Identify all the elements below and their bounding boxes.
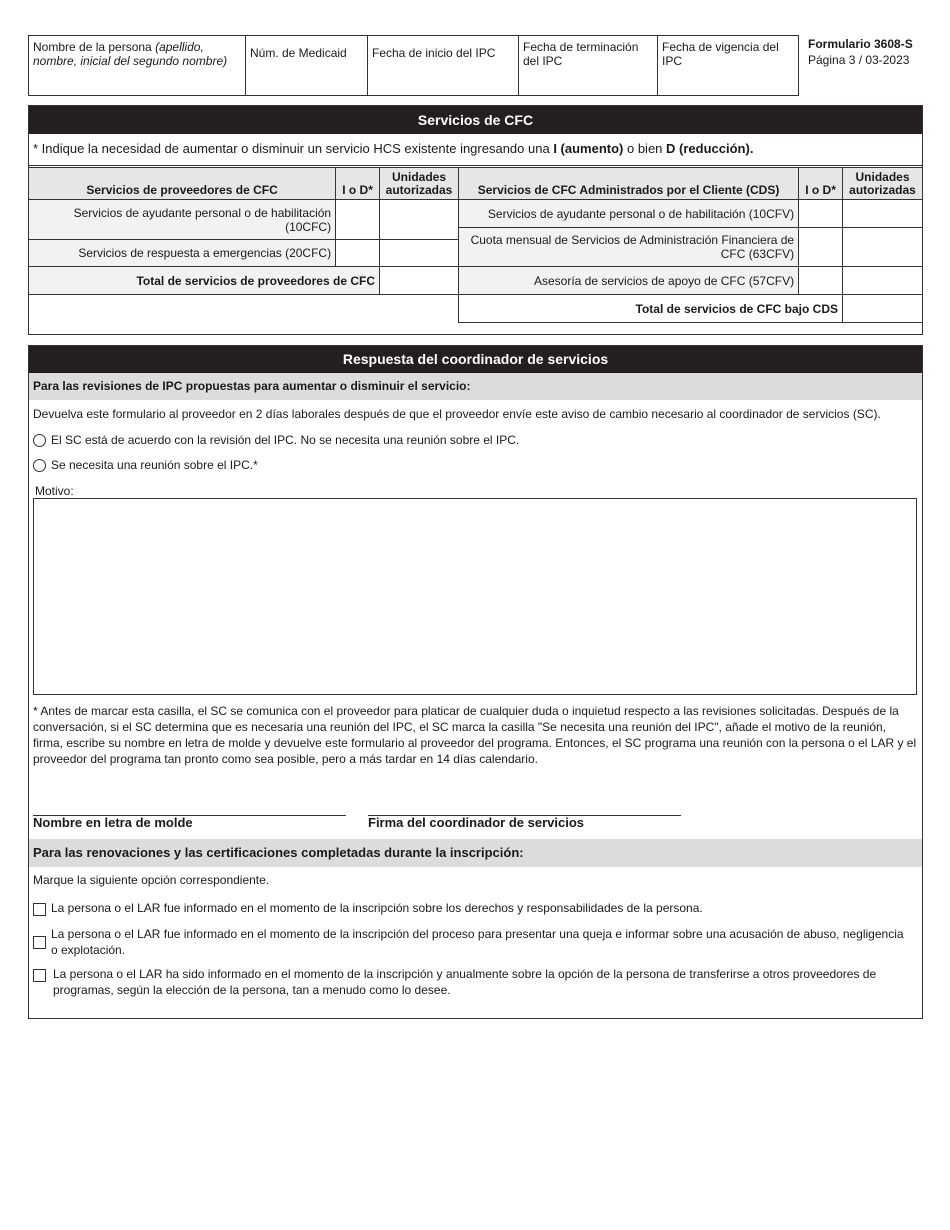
rights-checkbox-label: La persona o el LAR fue informado en el momento de la inscripción sobre los derechos y responsabilidades de la persona. xyxy=(51,901,703,915)
provider-row-label: Servicios de ayudante personal o de habilitación (10CFC) xyxy=(29,200,336,240)
cds-row-iod-input[interactable] xyxy=(799,267,843,295)
complaint-checkbox-label: La persona o el LAR fue informado en el momento de la inscripción del proceso para presentar una queja e informar sobre una acusación de abuso, negligencia o explotación. xyxy=(51,927,904,957)
signature-label: Firma del coordinador de servicios xyxy=(368,815,585,830)
cds-row-iod-input[interactable] xyxy=(799,200,843,228)
cfc-section-title: Servicios de CFC xyxy=(29,106,922,134)
transfer-checkbox-label: La persona o el LAR ha sido informado en el momento de la inscripción y anualmente sobre la opción de la persona de transferirse a otros proveedores de programas, según la elección de la persona, tan a menudo como lo desee. xyxy=(53,967,877,997)
provider-row-label: Servicios de respuesta a emergencias (20CFC) xyxy=(29,240,336,267)
cds-row-label: Cuota mensual de Servicios de Administración Financiera de CFC (63CFV) xyxy=(459,228,799,267)
person-name-field[interactable] xyxy=(29,36,246,95)
cds-col-units: Unidades autorizadas xyxy=(843,168,923,200)
note-increase: I (aumento) xyxy=(553,141,624,156)
rights-checkbox[interactable] xyxy=(33,903,46,916)
meeting-footnote: * Antes de marcar esta casilla, el SC se comunica con el proveedor para platicar de cualquier duda o inquietud respecto a las revisiones solicitadas. Después de la conversación, si el SC determina que es necesaria una reunión del IPC, el SC marca la casilla "Se necesita una reunión del IPC", añade el motivo de la reunión, firma, escribe su nombre en letra de molde y devuelve este formulario al proveedor del programa. Entonces, el SC programa una reunión con la persona o el LAR y el proveedor del programa tan pronto como sea posible, pero a más tardar en 14 días calendario. xyxy=(33,704,917,766)
provider-row-iod-input[interactable] xyxy=(336,200,380,240)
provider-col-iod: I o D* xyxy=(336,168,380,200)
cds-services-table xyxy=(458,167,923,323)
cds-row-units-input[interactable] xyxy=(843,228,923,267)
ipc-end-field[interactable] xyxy=(519,36,658,95)
provider-row-units-input[interactable] xyxy=(380,240,459,267)
revisions-heading: Para las revisiones de IPC propuestas para aumentar o disminuir el servicio: xyxy=(29,373,922,400)
ipc-end-label: Fecha de terminación del IPC xyxy=(523,40,639,68)
note-prefix: * Indique la necesidad de aumentar o disminuir un servicio HCS existente ingresando una xyxy=(33,141,554,156)
table-row xyxy=(459,200,923,228)
cfc-instruction-note xyxy=(29,134,922,166)
header-fields xyxy=(28,35,799,96)
transfer-checkbox[interactable] xyxy=(33,969,46,982)
ipc-effective-field[interactable] xyxy=(658,36,798,95)
medicaid-field[interactable] xyxy=(246,36,368,95)
note-mid: o bien xyxy=(623,141,667,156)
agree-radio[interactable] xyxy=(33,434,46,447)
provider-col-service: Servicios de proveedores de CFC xyxy=(29,168,336,200)
cds-row-units-input[interactable] xyxy=(843,200,923,228)
provider-row-units-input[interactable] xyxy=(380,200,459,240)
cds-total-input[interactable] xyxy=(843,295,923,323)
ipc-start-field[interactable] xyxy=(368,36,519,95)
reason-textarea[interactable] xyxy=(33,498,917,695)
reason-label: Motivo: xyxy=(35,484,74,498)
provider-total-label: Total de servicios de proveedores de CFC xyxy=(29,267,380,295)
mark-instruction: Marque la siguiente opción correspondiente. xyxy=(33,873,270,887)
return-instruction: Devuelva este formulario al proveedor en 2 días laborales después de que el proveedor envíe este aviso de cambio necesario al coordinador de servicios (SC). xyxy=(33,407,881,421)
cds-col-service: Servicios de CFC Administrados por el Cliente (CDS) xyxy=(459,168,799,200)
person-name-hint: (apellido, nombre, inicial del segundo nombre) xyxy=(33,40,228,68)
cds-row-label: Servicios de ayudante personal o de habilitación (10CFV) xyxy=(459,200,799,228)
provider-row-iod-input[interactable] xyxy=(336,240,380,267)
cds-total-label: Total de servicios de CFC bajo CDS xyxy=(459,295,843,323)
cds-col-iod: I o D* xyxy=(799,168,843,200)
ipc-effective-label: Fecha de vigencia del IPC xyxy=(662,40,779,68)
table-row xyxy=(459,267,923,295)
meeting-needed-radio[interactable] xyxy=(33,459,46,472)
table-row xyxy=(29,240,459,267)
cds-row-iod-input[interactable] xyxy=(799,228,843,267)
person-name-label: Nombre de la persona xyxy=(33,40,152,54)
note-decrease: D (reducción). xyxy=(666,141,754,156)
ipc-start-label: Fecha de inicio del IPC xyxy=(372,46,496,60)
cds-row-units-input[interactable] xyxy=(843,267,923,295)
page-info: Página 3 / 03-2023 xyxy=(808,53,910,67)
renewals-heading: Para las renovaciones y las certificaciones completadas durante la inscripción: xyxy=(29,839,922,867)
agree-option-label: El SC está de acuerdo con la revisión del IPC. No se necesita una reunión sobre el IPC. xyxy=(51,433,520,447)
provider-services-table xyxy=(28,167,459,295)
form-number: Formulario 3608-S xyxy=(808,37,913,51)
provider-total-input[interactable] xyxy=(380,267,459,295)
form-identifier xyxy=(808,36,913,68)
printed-name-label: Nombre en letra de molde xyxy=(33,815,193,830)
complaint-checkbox[interactable] xyxy=(33,936,46,949)
medicaid-label: Núm. de Medicaid xyxy=(250,46,347,60)
table-row xyxy=(29,200,459,240)
provider-col-units: Unidades autorizadas xyxy=(380,168,459,200)
provider-total-row xyxy=(29,267,459,295)
cds-row-label: Asesoría de servicios de apoyo de CFC (57CFV) xyxy=(459,267,799,295)
meeting-option-label: Se necesita una reunión sobre el IPC.* xyxy=(51,458,258,472)
coordinator-section-title: Respuesta del coordinador de servicios xyxy=(29,346,922,373)
cds-total-row xyxy=(459,295,923,323)
table-row xyxy=(459,228,923,267)
